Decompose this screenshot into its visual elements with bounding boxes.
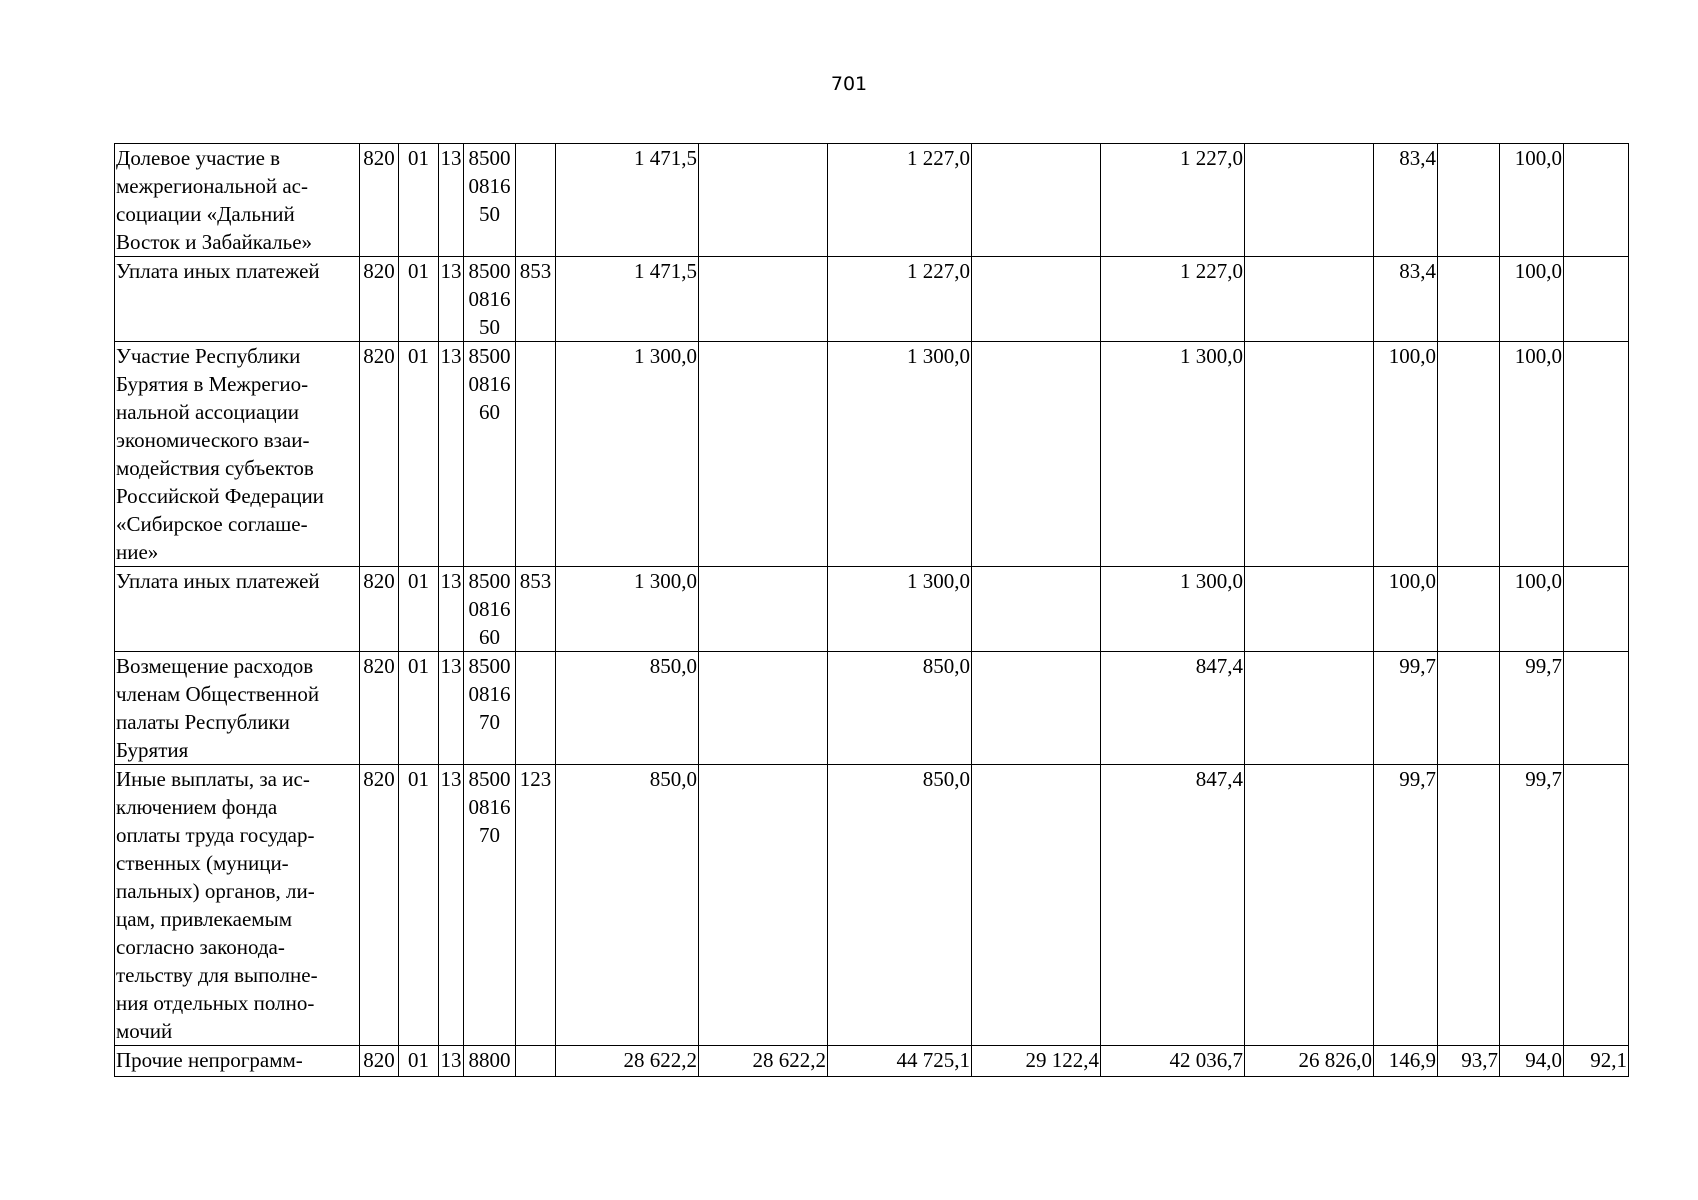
value-cell (699, 765, 828, 1046)
value-cell: 1 300,0 (556, 342, 699, 567)
value-cell: 1 227,0 (828, 257, 972, 342)
row-name-line: Бурятия (116, 738, 189, 762)
percent-cell (1564, 765, 1629, 1046)
target-article-code-line: 50 (479, 202, 500, 226)
value-cell (1245, 144, 1374, 257)
value-cell: 28 622,2 (556, 1046, 699, 1077)
target-article-code-line: 70 (479, 823, 500, 847)
page-number: 701 (830, 73, 868, 95)
target-article-code-line: 0816 (468, 174, 511, 198)
value-cell (972, 652, 1101, 765)
grbs-code-cell: 820 (360, 652, 399, 765)
value-cell: 1 227,0 (1101, 144, 1245, 257)
value-cell (699, 342, 828, 567)
percent-cell: 83,4 (1374, 257, 1438, 342)
grbs-code-cell: 820 (360, 1046, 399, 1077)
value-cell: 26 826,0 (1245, 1046, 1374, 1077)
row-name-cell (115, 652, 360, 765)
row-name-line: Иные выплаты, за ис- (116, 767, 310, 791)
value-cell: 28 622,2 (699, 1046, 828, 1077)
value-cell (699, 567, 828, 652)
target-article-code-cell (464, 1046, 516, 1077)
section-code-cell: 01 (399, 765, 439, 1046)
percent-cell (1564, 567, 1629, 652)
percent-cell: 100,0 (1374, 342, 1438, 567)
target-article-code-line: 0816 (468, 597, 511, 621)
value-cell: 1 300,0 (556, 567, 699, 652)
target-article-code-cell (464, 144, 516, 257)
target-article-code-line: 8500 (468, 569, 511, 593)
expense-type-code-cell (516, 1046, 556, 1077)
target-article-code-line: 0816 (468, 372, 511, 396)
percent-cell (1564, 257, 1629, 342)
target-article-code-line: 0816 (468, 287, 511, 311)
row-name-cell (115, 144, 360, 257)
percent-cell: 99,7 (1374, 652, 1438, 765)
percent-cell: 92,1 (1564, 1046, 1629, 1077)
row-name-line: ние» (116, 540, 159, 564)
section-code-cell: 01 (399, 144, 439, 257)
grbs-code-cell: 820 (360, 144, 399, 257)
value-cell: 847,4 (1101, 765, 1245, 1046)
subsection-code-cell: 13 (439, 652, 464, 765)
subsection-code-cell: 13 (439, 1046, 464, 1077)
row-name-line: цам, привлекаемым (116, 907, 292, 931)
row-name-line: Возмещение расходов (116, 654, 314, 678)
row-name-cell (115, 342, 360, 567)
value-cell: 850,0 (556, 652, 699, 765)
value-cell (972, 257, 1101, 342)
row-name-line: «Сибирское соглаше- (116, 512, 308, 536)
percent-cell (1438, 257, 1500, 342)
target-article-code-line: 8500 (468, 767, 511, 791)
value-cell (699, 257, 828, 342)
value-cell: 29 122,4 (972, 1046, 1101, 1077)
value-cell: 44 725,1 (828, 1046, 972, 1077)
row-name-line: оплаты труда государ- (116, 823, 315, 847)
percent-cell: 146,9 (1374, 1046, 1438, 1077)
value-cell: 1 300,0 (1101, 342, 1245, 567)
percent-cell (1564, 342, 1629, 567)
percent-cell: 100,0 (1374, 567, 1438, 652)
target-article-code-cell (464, 652, 516, 765)
expense-type-code-cell: 123 (516, 765, 556, 1046)
value-cell (1245, 567, 1374, 652)
value-cell (972, 765, 1101, 1046)
table-row (115, 652, 1629, 765)
value-cell (1245, 765, 1374, 1046)
value-cell: 1 227,0 (828, 144, 972, 257)
value-cell: 1 471,5 (556, 144, 699, 257)
row-name-line: ключением фонда (116, 795, 278, 819)
row-name-cell (115, 257, 360, 342)
percent-cell: 99,7 (1374, 765, 1438, 1046)
row-name-line: тельству для выполне- (116, 963, 318, 987)
budget-table (114, 143, 1629, 1077)
row-name-line: палаты Республики (116, 710, 290, 734)
subsection-code-cell: 13 (439, 765, 464, 1046)
expense-type-code-cell (516, 652, 556, 765)
grbs-code-cell: 820 (360, 257, 399, 342)
row-name-line: Восток и Забайкалье» (116, 230, 313, 254)
row-name-line: членам Общественной (116, 682, 320, 706)
expense-type-code-cell (516, 144, 556, 257)
section-code-cell: 01 (399, 257, 439, 342)
value-cell (1245, 342, 1374, 567)
target-article-code-cell (464, 567, 516, 652)
percent-cell: 100,0 (1500, 144, 1564, 257)
row-name-line: социации «Дальний (116, 202, 295, 226)
target-article-code-line: 60 (479, 625, 500, 649)
row-name-line: пальных) органов, ли- (116, 879, 315, 903)
section-code-cell: 01 (399, 342, 439, 567)
target-article-code-line: 0816 (468, 682, 511, 706)
target-article-code-line: 50 (479, 315, 500, 339)
target-article-code-cell (464, 342, 516, 567)
grbs-code-cell: 820 (360, 567, 399, 652)
value-cell (1245, 257, 1374, 342)
percent-cell (1438, 765, 1500, 1046)
percent-cell: 94,0 (1500, 1046, 1564, 1077)
value-cell: 1 227,0 (1101, 257, 1245, 342)
grbs-code-cell: 820 (360, 342, 399, 567)
target-article-code-line: 8500 (468, 654, 511, 678)
value-cell: 1 471,5 (556, 257, 699, 342)
percent-cell (1564, 144, 1629, 257)
value-cell: 42 036,7 (1101, 1046, 1245, 1077)
subsection-code-cell: 13 (439, 257, 464, 342)
row-name-line: Уплата иных платежей (116, 569, 320, 593)
value-cell (972, 342, 1101, 567)
percent-cell (1438, 567, 1500, 652)
percent-cell (1438, 342, 1500, 567)
target-article-code-line: 8500 (468, 259, 511, 283)
target-article-code-line: 8800 (468, 1048, 511, 1072)
table-row (115, 257, 1629, 342)
target-article-code-line: 60 (479, 400, 500, 424)
row-name-line: согласно законода- (116, 935, 285, 959)
value-cell: 850,0 (828, 652, 972, 765)
row-name-cell (115, 1046, 360, 1077)
target-article-code-cell (464, 765, 516, 1046)
percent-cell: 100,0 (1500, 567, 1564, 652)
row-name-line: Российской Федерации (116, 484, 324, 508)
percent-cell: 99,7 (1500, 652, 1564, 765)
table-row (115, 765, 1629, 1046)
target-article-code-cell (464, 257, 516, 342)
value-cell (972, 567, 1101, 652)
target-article-code-line: 8500 (468, 344, 511, 368)
value-cell: 847,4 (1101, 652, 1245, 765)
percent-cell: 83,4 (1374, 144, 1438, 257)
table-row (115, 342, 1629, 567)
value-cell: 1 300,0 (1101, 567, 1245, 652)
row-name-line: модействия субъектов (116, 456, 314, 480)
percent-cell: 100,0 (1500, 257, 1564, 342)
expense-type-code-cell: 853 (516, 257, 556, 342)
value-cell (1245, 652, 1374, 765)
row-name-line: межрегиональной ас- (116, 174, 308, 198)
target-article-code-line: 70 (479, 710, 500, 734)
expense-type-code-cell (516, 342, 556, 567)
subsection-code-cell: 13 (439, 144, 464, 257)
row-name-line: Уплата иных платежей (116, 259, 320, 283)
row-name-line: ственных (муници- (116, 851, 289, 875)
row-name-line: Участие Республики (116, 344, 301, 368)
row-name-line: Бурятия в Межрегио- (116, 372, 309, 396)
section-code-cell: 01 (399, 652, 439, 765)
value-cell: 850,0 (828, 765, 972, 1046)
percent-cell (1438, 652, 1500, 765)
row-name-line: мочий (116, 1019, 173, 1043)
percent-cell: 100,0 (1500, 342, 1564, 567)
value-cell: 1 300,0 (828, 342, 972, 567)
percent-cell (1438, 144, 1500, 257)
subsection-code-cell: 13 (439, 567, 464, 652)
target-article-code-line: 8500 (468, 146, 511, 170)
value-cell: 850,0 (556, 765, 699, 1046)
value-cell (972, 144, 1101, 257)
row-name-line: Прочие непрограмм- (116, 1048, 303, 1072)
target-article-code-line: 0816 (468, 795, 511, 819)
row-name-line: экономического взаи- (116, 428, 310, 452)
section-code-cell: 01 (399, 567, 439, 652)
value-cell (699, 144, 828, 257)
value-cell (699, 652, 828, 765)
row-name-line: Долевое участие в (116, 146, 281, 170)
table-row (115, 1046, 1629, 1077)
percent-cell: 93,7 (1438, 1046, 1500, 1077)
table-body (115, 144, 1629, 1077)
table-row (115, 567, 1629, 652)
percent-cell (1564, 652, 1629, 765)
row-name-line: ния отдельных полно- (116, 991, 315, 1015)
expense-type-code-cell: 853 (516, 567, 556, 652)
table-row (115, 144, 1629, 257)
value-cell: 1 300,0 (828, 567, 972, 652)
percent-cell: 99,7 (1500, 765, 1564, 1046)
grbs-code-cell: 820 (360, 765, 399, 1046)
row-name-cell (115, 765, 360, 1046)
subsection-code-cell: 13 (439, 342, 464, 567)
row-name-line: нальной ассоциации (116, 400, 300, 424)
section-code-cell: 01 (399, 1046, 439, 1077)
row-name-cell (115, 567, 360, 652)
